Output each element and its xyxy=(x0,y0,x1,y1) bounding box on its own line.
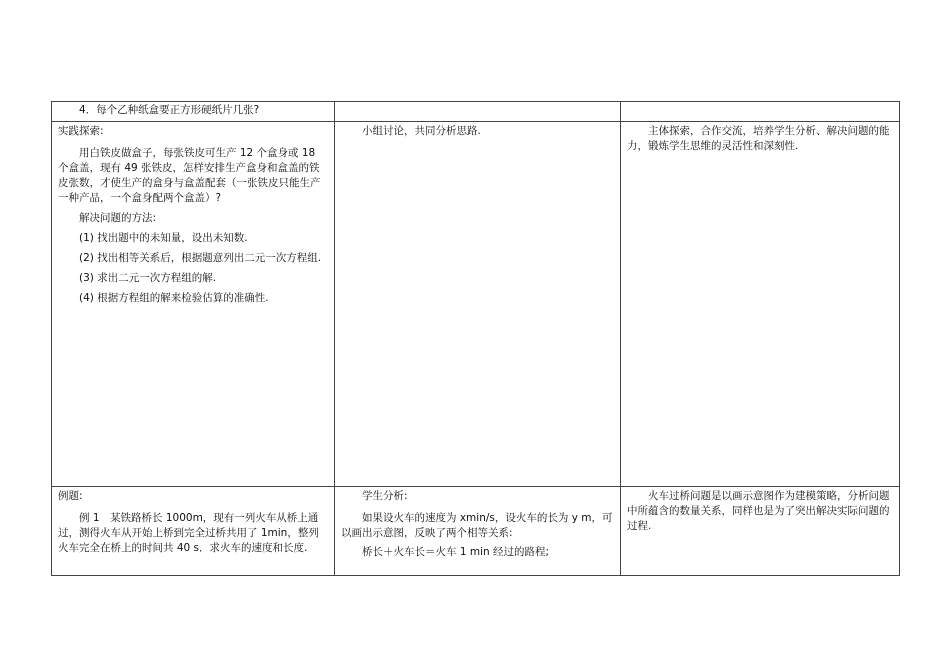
analysis-cell xyxy=(335,487,621,576)
empty-cell xyxy=(621,102,900,122)
activity-text: 小组讨论，共同分析思路. xyxy=(362,125,481,137)
question-cell xyxy=(52,102,335,122)
intent-text: 主体探索，合作交流，培养学生分析、解决问题的能力，锻炼学生思维的灵活性和深刻性. xyxy=(627,125,890,152)
example-label: 例题: xyxy=(58,490,83,502)
analysis-relation: 桥长＋火车长＝火车 1 min 经过的路程; xyxy=(362,546,550,558)
example-cell xyxy=(52,487,335,576)
example-intent-cell xyxy=(621,487,900,576)
method-label: 解决问题的方法: xyxy=(79,212,157,224)
practice-cell xyxy=(52,122,335,487)
practice-problem: 用白铁皮做盒子，每张铁皮可生产 12 个盒身或 18 个盒盖，现有 49 张铁皮，怎样安排生产盒身和盒盖的铁皮张数，才使生产的盒身与盒盖配套（一张铁皮只能生产一种产品，一个盒身配两个盒盖）? xyxy=(58,147,321,204)
method-step-4: (4) 根据方程组的解来检验估算的准确性. xyxy=(79,292,269,304)
table-row xyxy=(52,487,900,576)
table-row xyxy=(52,102,900,122)
method-step-3: (3) 求出二元一次方程组的解. xyxy=(79,272,217,284)
method-step-2: (2) 找出相等关系后，根据题意列出二元一次方程组. xyxy=(79,252,322,264)
activity-cell xyxy=(335,122,621,487)
lesson-plan-table xyxy=(51,101,900,576)
intent-cell xyxy=(621,122,900,487)
empty-cell xyxy=(335,102,621,122)
example-problem: 例 1 某铁路桥长 1000m，现有一列火车从桥上通过，测得火车从开始上桥到完全过桥共用了 1min，整列火车完全在桥上的时间共 40 s．求火车的速度和长度. xyxy=(58,512,319,554)
analysis-text: 如果设火车的速度为 xmin/s，设火车的长为 y m，可以画出示意图，反映了两个相等关系: xyxy=(341,512,613,539)
analysis-label: 学生分析: xyxy=(362,490,408,502)
table-row xyxy=(52,122,900,487)
practice-label: 实践探索: xyxy=(58,125,104,137)
example-intent-text: 火车过桥问题是以画示意图作为建模策略，分析问题中所蕴含的数量关系，同样也是为了突出解决实际问题的过程. xyxy=(627,490,890,532)
question-4: 4．每个乙种纸盒要正方形硬纸片几张? xyxy=(79,104,260,116)
method-step-1: (1) 找出题中的未知量，设出未知数. xyxy=(79,232,248,244)
